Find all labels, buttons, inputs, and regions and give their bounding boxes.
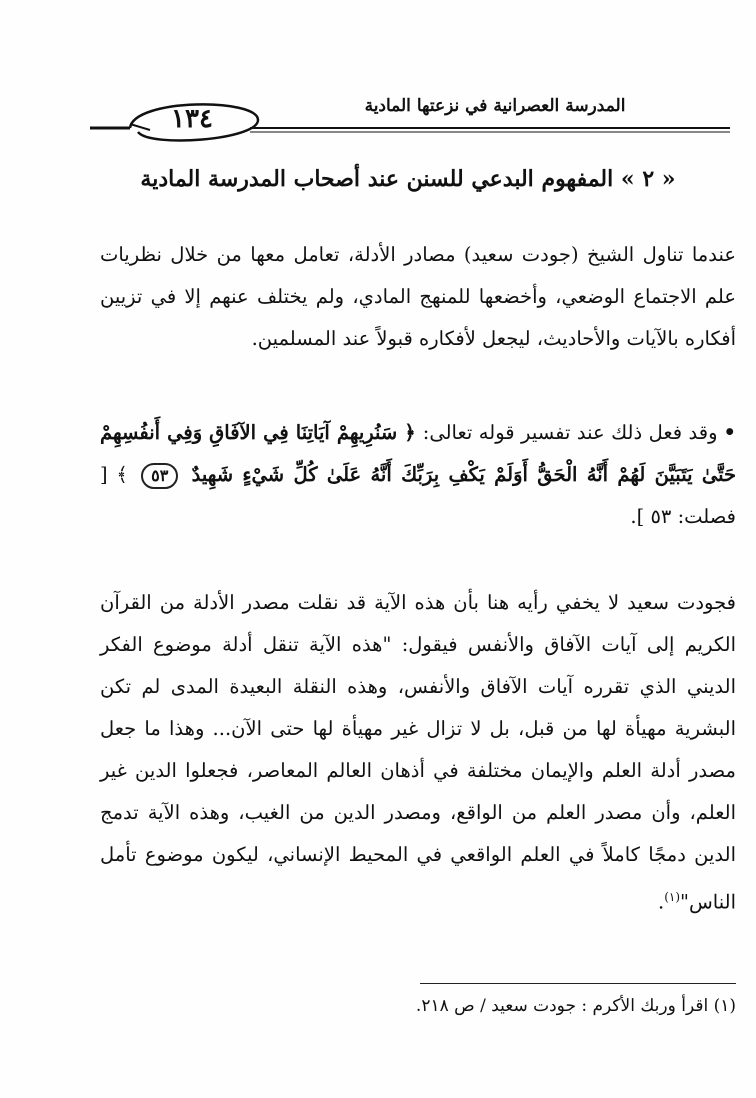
paragraph-3: فجودت سعيد لا يخفي رأيه هنا بأن هذه الآية قد نقلت مصدر الأدلة من القرآن الكريم إلى آيات الآفاق والأنفس فيقول: "هذه الآية تنقل أدلة موضوع الفكر الديني الذي تقرره آيات الآفاق والأنفس، وهذه النقلة البعيدة المدى لم تكن البشرية مهيأة لها من قبل، بل لا تزال غير مهيأة لها حتى الآن... وهذا ما جعل مصدر أدلة العلم والإيمان مختلفة في أذهان العالم المعاصر، فجعلوا الدين غير العلم، وأن مصدر العلم من الواقع، ومصدر الدين من الغيب، وهذه الآية تدمج الدين دمجًا كاملاً في العلم الواقعي في المحيط الإنساني، ليكون موضوع تأمل الناس"$^{(١)}$.: [100, 591, 736, 914]
running-title: المدرسة العصرانية في نزعتها المادية: [364, 96, 626, 116]
bullet-dot: •: [723, 421, 736, 444]
ayah-number-badge: ٥٣: [141, 463, 178, 489]
paragraph-2: [100, 412, 736, 538]
paragraph-1: عندما تناول الشيخ (جودت سعيد) مصادر الأدلة، تعامل معها من خلال نظريات علم الاجتماع الوضعي، وأخضعها للمنهج المادي، ولم يختلف عنهم إلا في تزيين أفكاره بالآيات والأحاديث، ليجعل لأفكاره قبولاً عند المسلمين.: [100, 243, 736, 350]
paragraph-3-text: فجودت سعيد لا يخفي رأيه هنا بأن هذه الآية قد نقلت مصدر الأدلة من القرآن الكريم إلى آيات الآفاق والأنفس فيقول: "هذه الآية تنقل أدلة موضوع الفكر الديني الذي تقرره آيات الآفاق والأنفس، وهذه النقلة البعيدة المدى لم تكن البشرية مهيأة لها من قبل، بل لا تزال غير مهيأة لها حتى الآن... وهذا ما جعل مصدر أدلة العلم والإيمان مختلفة في أذهان العالم المعاصر، فجعلوا الدين غير العلم، وأن مصدر العلم من الواقع، ومصدر الدين من الغيب، وهذه الآية تدمج الدين دمجًا كاملاً في العلم الواقعي في المحيط الإنساني، ليكون موضوع تأمل الناس": [100, 591, 736, 914]
page-header: [90, 92, 730, 154]
paragraph-2-intro: وقد فعل ذلك عند تفسير قوله تعالى:: [422, 421, 718, 444]
footnote: (١) اقرأ وربك الأكرم : جودت سعيد / ص ٢١٨.: [415, 996, 736, 1016]
quran-verse: ﴿ سَنُرِيهِمْ آيَاتِنَا فِي الآفَاقِ وَفِي أَنفُسِهِمْ حَتَّىٰ يَتَبَيَّنَ لَهُمْ أَنَّهُ الْحَقُّ أَوَلَمْ يَكْفِ بِرَبِّكَ أَنَّهُ عَلَىٰ كُلِّ شَيْءٍ شَهِيدٌ: [100, 421, 737, 486]
verse-reference: ﴾ [ فصلت: ٥٣ ].: [100, 463, 736, 528]
footnote-divider: [420, 983, 736, 984]
footnote-marker: (١): [664, 890, 681, 904]
section-title: « ٢ » المفهوم البدعي للسنن عند أصحاب المدرسة المادية: [140, 166, 676, 192]
page-number: ١٣٤: [171, 104, 213, 134]
